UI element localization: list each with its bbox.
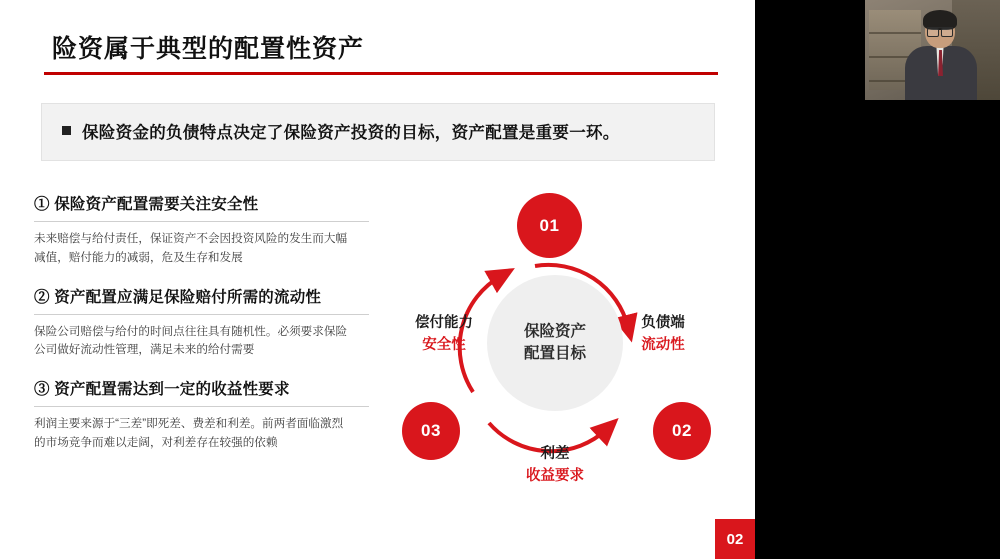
presenter-video-tile[interactable] — [865, 0, 1000, 100]
label-bottom-top: 利差 — [540, 446, 570, 462]
center-line-2: 配置目标 — [523, 345, 586, 362]
glasses-left-lens — [927, 28, 939, 37]
list-item — [34, 192, 374, 268]
points-list — [34, 192, 374, 470]
list-item — [34, 377, 374, 453]
callout-text: 保险资金的负债特点决定了保险资产投资的目标，资产配置是重要一环。 — [82, 124, 620, 142]
list-item — [34, 285, 374, 361]
cycle-diagram — [385, 180, 725, 510]
page-number-badge: 02 — [715, 519, 755, 559]
label-left-bottom: 安全性 — [422, 336, 466, 353]
center-line-1: 保险资产 — [523, 322, 586, 340]
label-left-top: 偿付能力 — [415, 315, 473, 331]
label-bottom-bottom: 收益要求 — [526, 467, 584, 484]
glasses-right-lens — [941, 28, 953, 37]
diagram-node-02[interactable]: 02 — [653, 402, 711, 460]
point-body: 未来赔偿与给付责任，保证资产不会因投资风险的发生而大幅减值，赔付能力的减弱，危及生存和发展 — [34, 232, 348, 264]
diagram-label-bottom — [503, 444, 607, 488]
callout-box — [41, 103, 715, 161]
divider — [34, 406, 369, 407]
diagram-node-03[interactable]: 03 — [402, 402, 460, 460]
title-underline — [44, 72, 718, 75]
square-bullet-icon — [62, 126, 71, 135]
diagram-label-right — [617, 313, 709, 357]
point-body: 利润主要来源于“三差”即死差、费差和利差。前两者面临激烈的市场竞争而难以走阔，对利差存在较强的依赖 — [34, 417, 344, 449]
diagram-center — [487, 275, 623, 411]
label-right-top: 负债端 — [641, 315, 685, 331]
point-heading: ① 保险资产配置需要关注安全性 — [34, 196, 259, 213]
diagram-label-left — [398, 313, 490, 357]
glasses-icon — [927, 27, 953, 35]
divider — [34, 314, 369, 315]
video-shelf-line — [869, 32, 921, 34]
label-right-bottom: 流动性 — [641, 336, 685, 353]
point-body: 保险公司赔偿与给付的时间点往往具有随机性。必须要求保险公司做好流动性管理，满足未来的给付需要 — [34, 324, 348, 357]
page-title: 险资属于典型的配置性资产 — [52, 35, 365, 63]
point-heading: ② 资产配置应满足保险赔付所需的流动性 — [34, 288, 322, 306]
point-heading: ③ 资产配置需达到一定的收益性要求 — [34, 381, 290, 399]
diagram-node-01[interactable]: 01 — [517, 193, 582, 258]
divider — [34, 221, 369, 222]
